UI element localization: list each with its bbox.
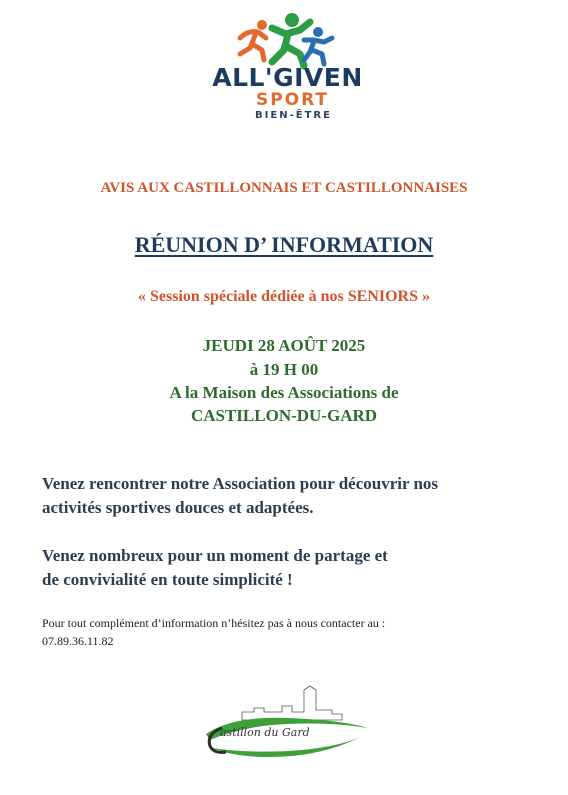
contact-text: Pour tout complément d’information n’hésitez pas à nous contacter au : — [42, 616, 386, 630]
page-title: RÉUNION D’ INFORMATION — [134, 232, 434, 257]
event-place: A la Maison des Associations de — [169, 383, 399, 402]
contact-info — [42, 614, 385, 650]
castillon-village-icon — [192, 682, 374, 762]
paragraph-line: activités sportives douces et adaptées. — [42, 498, 314, 517]
contact-phone: 07.89.36.11.82 — [42, 634, 114, 648]
paragraph-line: Venez rencontrer notre Association pour découvrir nos — [42, 474, 439, 493]
paragraph-line: de convivialité en toute simplicité ! — [42, 570, 293, 589]
event-date: JEUDI 28 AOÛT 2025 — [202, 336, 366, 355]
castillon-logo-text: astillon du Gard — [220, 726, 310, 739]
event-city: CASTILLON-DU-GARD — [190, 406, 378, 425]
three-runners-icon — [200, 10, 375, 70]
paragraph-line: Venez nombreux pour un moment de partage et — [42, 546, 388, 565]
castillon-logo — [192, 682, 374, 762]
brand-sport: SPORT — [255, 90, 330, 110]
session-subtitle: « Session spéciale dédiée à nos SENIORS » — [137, 288, 431, 305]
brand-subtitle: BIEN-ÊTRE — [255, 110, 332, 121]
event-time: à 19 H 00 — [249, 360, 319, 379]
conviviality-paragraph — [42, 544, 388, 592]
allgiven-logo — [200, 10, 375, 122]
notice-heading: AVIS AUX CASTILLONNAIS ET CASTILLONNAISES — [100, 180, 468, 196]
brand-name: ALL'GIVEN — [212, 63, 363, 92]
invitation-paragraph — [42, 472, 438, 520]
